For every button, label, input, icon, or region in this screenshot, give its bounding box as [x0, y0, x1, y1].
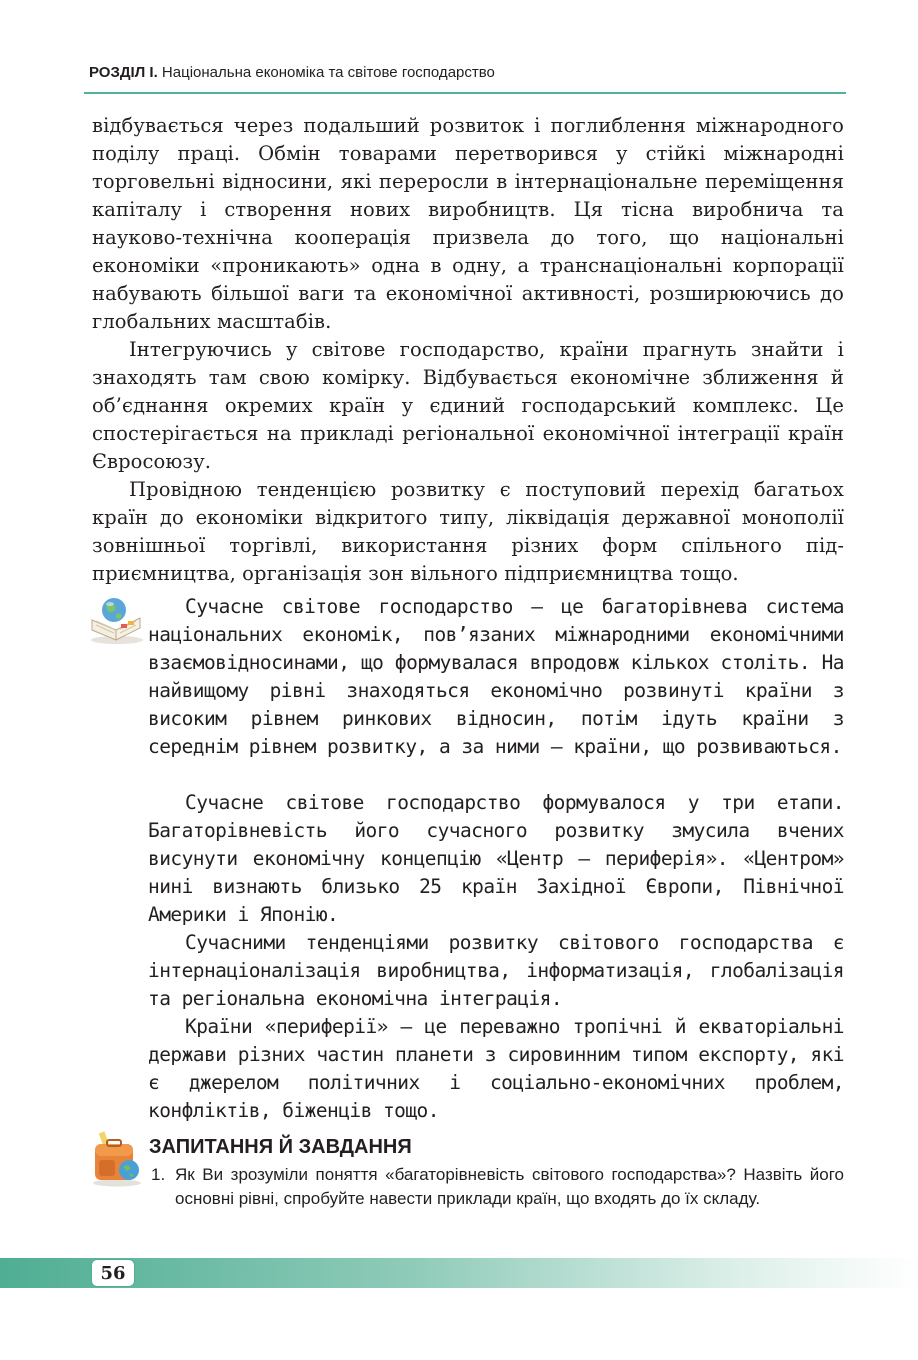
- section-label: РОЗДІЛ І.: [89, 64, 158, 81]
- paragraph-2: Інтегруючись у світове господарство, країни прагнуть знайти і знаходять там свою комірку. Відбувається економічне зближення й об’єднання окремих країн у єдиний господарський комплекс. Це спостерігається на прикладі регіональної економічної інтеграції країн Євросоюзу.: [92, 338, 844, 473]
- section-title: Національна економіка та світове господарство: [157, 64, 495, 81]
- footer-band: [0, 1258, 918, 1288]
- header-divider: [84, 92, 846, 94]
- paragraph-3: Провідною тенденцією розвитку є поступовий перехід багатьох країн до економіки відкритого типу, ліквідація державної монополії зовнішньої торгівлі, використання різних форм спільного підприємництва, організація зон вільного підприємництва тощо.: [92, 478, 844, 585]
- open-book-globe-icon: [88, 590, 146, 648]
- definition-world-economy: Сучасне світове господарство — це багаторівнева система національних економік, пов’язаних міжнародними економічними взаємовідносинами, що формувалася впродовж кількох століть. На найвищому рівні знаходяться економічно розвинуті країни з високим рівнем ринкових відносин, потім ідуть країни з середнім рівнем розвитку, а за ними — країни, що розвиваються.: [148, 595, 844, 758]
- paragraph-1: відбувається через подальший розвиток і поглиблення міжнародного поділу праці. Обмін товарами перетворився у стійкі міжнародні торговельні відносини, які переросли в інтернаціональне переміщення капіталу і створення нових виробництв. Ця тісна виробнича та науково-технічна кооперація призвела до того, що національні економіки «проникають» одна в одну, а транснаціональні корпорації набувають більшої ваги та економічної активності, розширюючись до глобальних масштабів.: [92, 114, 844, 333]
- questions-heading: ЗАПИТАННЯ Й ЗАВДАННЯ: [149, 1136, 412, 1158]
- page-number: 56: [91, 1259, 135, 1287]
- question-text: Як Ви зрозуміли поняття «багаторівневість світового господарства»? Назвіть його основні рівні, спробуйте навести приклади країн, що входять до їх складу.: [175, 1165, 844, 1208]
- running-header: [89, 64, 844, 90]
- definition-trends: Сучасними тенденціями розвитку світового господарства є інтернаціоналізація виробництва, інформатизація, глобалізація та регіональна економічна інтеграція.: [148, 931, 844, 1010]
- briefcase-globe-icon: [87, 1130, 145, 1188]
- definition-stages: Сучасне світове господарство формувалося у три етапи. Багаторівневість його сучасного розвитку змусила вчених висунути економічну концепцію «Центр — периферія». «Центром» нині визнають близько 25 країн Західної Європи, Північної Америки і Японію.: [148, 791, 844, 926]
- definition-periphery: Країни «периферії» — це переважно тропічні й екваторіальні держави різних частин планети з сировинним типом експорту, які є джерелом політичних і соціально-економічних проблем, конфліктів, біженців тощо.: [148, 1015, 844, 1122]
- question-number: 1.: [151, 1165, 166, 1184]
